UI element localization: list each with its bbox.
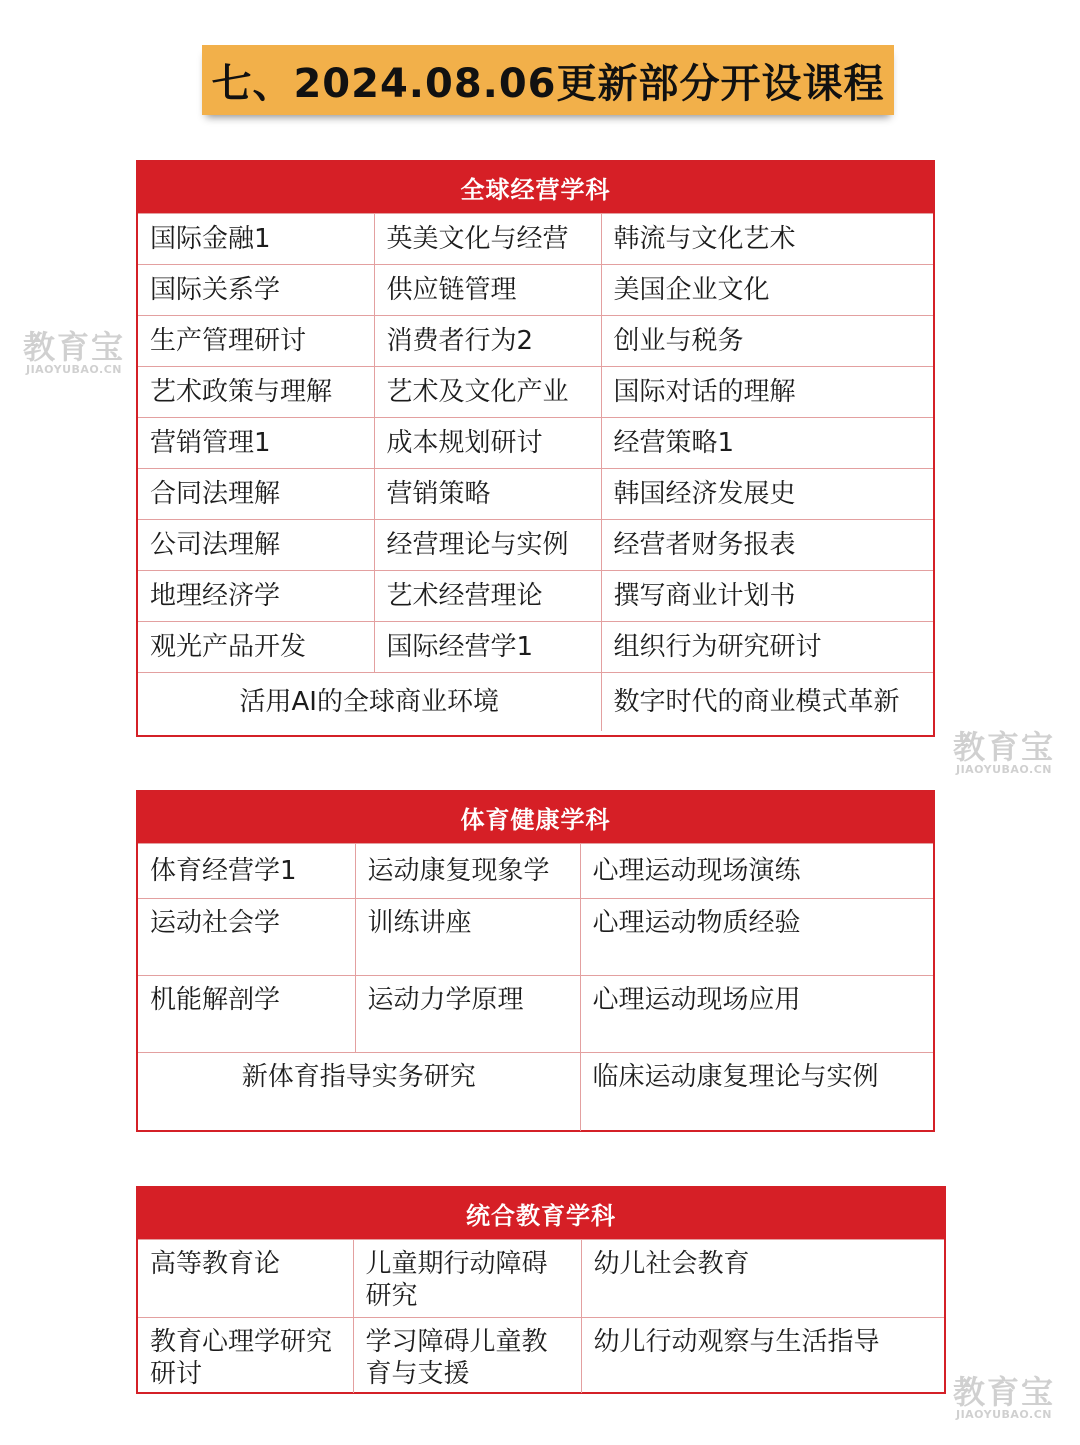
course-cell: 国际金融1: [138, 214, 374, 265]
course-cell: 生产管理研讨: [138, 316, 374, 367]
table-row: [138, 316, 933, 367]
course-table: [138, 1239, 944, 1393]
course-cell: 成本规划研讨: [374, 418, 601, 469]
course-cell: 运动社会学: [138, 899, 355, 976]
course-cell: 营销管理1: [138, 418, 374, 469]
watermark-logo: [948, 730, 1060, 776]
course-cell: 心理运动现场演练: [580, 844, 933, 899]
watermark-url: JIAOYUBAO.CN: [25, 363, 123, 376]
course-cell: 心理运动物质经验: [580, 899, 933, 976]
table-row: [138, 1318, 944, 1393]
course-cell: 美国企业文化: [601, 265, 933, 316]
course-cell: 幼儿社会教育: [581, 1240, 944, 1318]
course-cell: 临床运动康复理论与实例: [580, 1053, 933, 1131]
table-row: [138, 367, 933, 418]
watermark-logo: [18, 330, 130, 376]
table-row: [138, 265, 933, 316]
watermark-text: 教育宝: [22, 328, 125, 366]
watermark-url: JIAOYUBAO.CN: [955, 1408, 1053, 1421]
course-cell: 观光产品开发: [138, 622, 374, 673]
course-cell: 营销策略: [374, 469, 601, 520]
course-cell: 机能解剖学: [138, 976, 355, 1053]
table-row: [138, 899, 933, 976]
table-row: [138, 1053, 933, 1131]
section-heading: 体育健康学科: [138, 792, 933, 843]
course-cell: 消费者行为2: [374, 316, 601, 367]
section-heading: 全球经营学科: [138, 162, 933, 213]
page-title: 七、2024.08.06更新部分开设课程: [202, 45, 894, 115]
table-row: [138, 976, 933, 1053]
course-cell: 国际对话的理解: [601, 367, 933, 418]
course-cell: 艺术经营理论: [374, 571, 601, 622]
course-cell: 训练讲座: [355, 899, 580, 976]
title-banner: [202, 45, 894, 117]
integrated-education-panel: [136, 1186, 946, 1394]
table-row: [138, 214, 933, 265]
course-cell: 供应链管理: [374, 265, 601, 316]
course-cell: 活用AI的全球商业环境: [138, 673, 601, 731]
table-row: [138, 1240, 944, 1318]
course-cell: 运动力学原理: [355, 976, 580, 1053]
table-row: [138, 622, 933, 673]
table-row: [138, 844, 933, 899]
table-row: [138, 673, 933, 731]
course-cell: 体育经营学1: [138, 844, 355, 899]
table-row: [138, 418, 933, 469]
course-cell: 韩国经济发展史: [601, 469, 933, 520]
course-cell: 国际经营学1: [374, 622, 601, 673]
course-cell: 数字时代的商业模式革新: [601, 673, 933, 731]
course-cell: 学习障碍儿童教育与支援: [353, 1318, 581, 1393]
course-cell: 公司法理解: [138, 520, 374, 571]
course-cell: 经营理论与实例: [374, 520, 601, 571]
watermark-text: 教育宝: [952, 1373, 1055, 1411]
course-cell: 国际关系学: [138, 265, 374, 316]
watermark-logo: [948, 1375, 1060, 1421]
course-cell: 经营者财务报表: [601, 520, 933, 571]
course-cell: 韩流与文化艺术: [601, 214, 933, 265]
course-cell: 艺术及文化产业: [374, 367, 601, 418]
watermark-url: JIAOYUBAO.CN: [955, 763, 1053, 776]
table-row: [138, 520, 933, 571]
course-cell: 艺术政策与理解: [138, 367, 374, 418]
course-table: [138, 213, 933, 731]
course-cell: 组织行为研究研讨: [601, 622, 933, 673]
course-cell: 创业与税务: [601, 316, 933, 367]
course-cell: 合同法理解: [138, 469, 374, 520]
course-table: [138, 843, 933, 1131]
course-cell: 儿童期行动障碍研究: [353, 1240, 581, 1318]
section-heading: 统合教育学科: [138, 1188, 944, 1239]
course-cell: 高等教育论: [138, 1240, 353, 1318]
watermark-text: 教育宝: [952, 728, 1055, 766]
course-cell: 教育心理学研究研讨: [138, 1318, 353, 1393]
course-cell: 心理运动现场应用: [580, 976, 933, 1053]
course-cell: 英美文化与经营: [374, 214, 601, 265]
course-cell: 地理经济学: [138, 571, 374, 622]
sports-health-panel: [136, 790, 935, 1132]
course-cell: 经营策略1: [601, 418, 933, 469]
table-row: [138, 571, 933, 622]
course-cell: 撰写商业计划书: [601, 571, 933, 622]
course-cell: 运动康复现象学: [355, 844, 580, 899]
global-business-panel: [136, 160, 935, 737]
course-cell: 幼儿行动观察与生活指导: [581, 1318, 944, 1393]
course-cell: 新体育指导实务研究: [138, 1053, 580, 1131]
table-row: [138, 469, 933, 520]
